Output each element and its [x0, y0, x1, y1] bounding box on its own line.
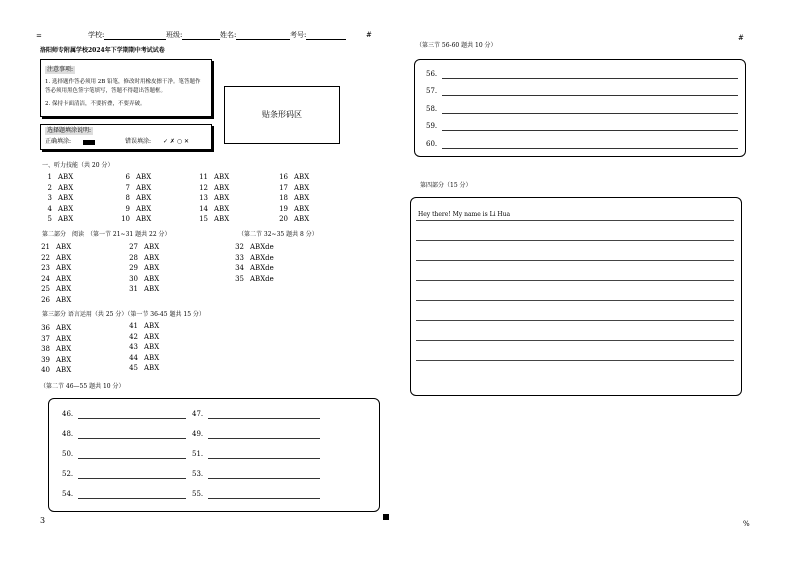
answer-options[interactable]: ABX — [214, 183, 230, 192]
exam-no-field[interactable] — [290, 31, 346, 40]
answer-item[interactable] — [40, 184, 73, 193]
answer-options[interactable]: ABX — [58, 194, 74, 203]
answer-item[interactable] — [38, 356, 71, 365]
fill-number: 53. — [192, 470, 204, 478]
answer-options[interactable]: ABX — [144, 274, 160, 283]
answer-item[interactable] — [126, 264, 159, 273]
notice-item-num: 2. — [45, 101, 51, 107]
answer-item[interactable] — [196, 205, 229, 214]
answer-options[interactable]: ABX — [58, 173, 74, 181]
question-number: 38 — [41, 345, 50, 354]
answer-options[interactable]: ABX — [136, 183, 152, 192]
answer-item[interactable] — [38, 285, 71, 294]
fill-number: 46. — [62, 410, 74, 418]
answer-line[interactable] — [78, 490, 186, 499]
writing-line[interactable] — [416, 240, 734, 241]
header-right-mark: # — [366, 31, 372, 39]
fill-answer-row[interactable] — [192, 450, 320, 459]
part3-section2-title: （第二节 46—55 题共 10 分） — [40, 383, 125, 390]
answer-options[interactable]: ABX — [294, 204, 310, 213]
answer-item[interactable] — [276, 184, 309, 193]
answer-item[interactable] — [126, 285, 159, 294]
class-label: 班级: — [166, 31, 183, 39]
barcode-area — [224, 86, 340, 144]
right-top-mark: # — [738, 34, 744, 42]
fill-answer-row[interactable] — [192, 410, 320, 419]
question-number: 10 — [121, 215, 130, 224]
writing-line[interactable] — [416, 360, 734, 361]
answer-item[interactable] — [232, 264, 274, 273]
center-marker-square — [383, 514, 389, 520]
fill-number: 55. — [192, 490, 204, 498]
question-number: 14 — [199, 204, 208, 213]
answer-item[interactable] — [38, 366, 71, 375]
answer-line[interactable] — [208, 450, 320, 459]
answer-options[interactable]: ABX — [136, 204, 152, 213]
fill-number: 59. — [426, 122, 438, 131]
answer-options[interactable]: ABX — [56, 334, 72, 343]
answer-item[interactable] — [40, 205, 73, 214]
question-number: 16 — [279, 173, 288, 181]
question-number: 9 — [125, 204, 130, 213]
answer-item[interactable] — [118, 184, 151, 193]
answer-options[interactable]: ABX — [294, 194, 310, 203]
question-number: 28 — [129, 253, 138, 262]
question-number: 3 — [47, 194, 52, 203]
school-field[interactable] — [88, 31, 166, 40]
notice-item-1 — [45, 78, 205, 96]
question-number: 41 — [129, 322, 138, 330]
answer-item[interactable] — [38, 243, 71, 252]
fill-number: 58. — [426, 104, 438, 113]
answer-item[interactable] — [232, 243, 274, 252]
correct-fill-mark — [83, 140, 95, 145]
answer-item[interactable] — [196, 184, 229, 193]
question-number: 21 — [41, 243, 50, 251]
answer-item[interactable] — [40, 194, 73, 203]
barcode-label: 贴条形码区 — [262, 110, 302, 119]
answer-item[interactable] — [126, 354, 159, 363]
wrong-fill-marks: ✓ ✗ ○ ✕ — [163, 138, 190, 145]
writing-line[interactable] — [416, 280, 734, 281]
footer-left-mark: 3 — [40, 516, 46, 525]
writing-box — [410, 197, 742, 396]
fill-number: 54. — [62, 490, 74, 498]
answer-options[interactable]: ABX — [144, 343, 160, 352]
question-number: 7 — [125, 183, 130, 192]
answer-item[interactable] — [38, 335, 71, 344]
answer-options[interactable]: ABX — [214, 194, 230, 203]
fill-number: 60. — [426, 139, 438, 148]
answer-item[interactable] — [38, 254, 71, 263]
question-number: 25 — [41, 285, 50, 294]
answer-options[interactable]: ABX — [56, 355, 72, 364]
fill-answer-row[interactable] — [62, 450, 186, 459]
answer-options[interactable]: ABX — [56, 366, 72, 375]
writing-line[interactable] — [416, 220, 734, 221]
question-number: 8 — [125, 194, 130, 203]
answer-line[interactable] — [442, 105, 738, 114]
notice-item-2 — [45, 100, 205, 108]
answer-options[interactable]: ABXde — [250, 253, 274, 262]
notice-item-text: 保持卡面清洁，不要折叠，不要弄破。 — [52, 101, 146, 107]
question-number: 11 — [199, 173, 208, 181]
fill-answer-row[interactable] — [62, 410, 186, 419]
question-number: 23 — [41, 264, 50, 273]
question-number: 19 — [279, 204, 288, 213]
question-number: 36 — [41, 324, 50, 332]
exam-no-label: 考号: — [290, 31, 307, 39]
question-number: 13 — [199, 194, 208, 203]
answer-line[interactable] — [208, 410, 320, 419]
answer-options[interactable]: ABX — [144, 264, 160, 273]
fill-answer-row[interactable] — [192, 470, 320, 479]
answer-options[interactable]: ABX — [144, 243, 160, 251]
fill-answer-row[interactable] — [192, 490, 320, 499]
answer-options[interactable]: ABX — [144, 253, 160, 262]
question-number: 20 — [279, 215, 288, 224]
part4-title: 第四部分（15 分） — [420, 182, 472, 189]
question-number: 42 — [129, 332, 138, 341]
answer-item[interactable] — [38, 324, 71, 333]
answer-options[interactable]: ABX — [136, 194, 152, 203]
question-number: 29 — [129, 264, 138, 273]
answer-options[interactable]: ABX — [56, 274, 72, 283]
fill-number: 57. — [426, 87, 438, 96]
answer-item[interactable] — [118, 173, 151, 182]
notice-item-text: 选择题作答必须用 2B 铅笔，修改时用橡皮擦干净。笔答题作答必须用黑色签字笔填写，答题不得超出答题框。 — [45, 79, 201, 94]
fill-example-title: 选择题填涂说明: — [47, 127, 92, 134]
answer-item[interactable] — [38, 296, 71, 305]
question-number: 4 — [47, 204, 52, 213]
answer-line[interactable] — [442, 140, 738, 149]
answer-options[interactable]: ABX — [58, 183, 74, 192]
left-corner-mark: = — [36, 32, 42, 40]
question-number: 45 — [129, 364, 138, 373]
answer-item[interactable] — [126, 343, 159, 352]
answer-item[interactable] — [40, 215, 73, 224]
question-number: 34 — [235, 264, 244, 273]
question-number: 37 — [41, 334, 50, 343]
notice-title: 注意事项: — [47, 66, 74, 73]
answer-options[interactable]: ABX — [214, 215, 230, 224]
question-number: 30 — [129, 274, 138, 283]
answer-options[interactable]: ABX — [136, 173, 152, 181]
answer-line[interactable] — [78, 470, 186, 479]
fill-number: 51. — [192, 450, 204, 458]
answer-options[interactable]: ABX — [214, 173, 230, 181]
fill-number: 56. — [426, 70, 438, 78]
answer-item[interactable] — [276, 205, 309, 214]
answer-options[interactable]: ABXde — [250, 243, 274, 251]
answer-item[interactable] — [276, 215, 309, 224]
question-number: 31 — [129, 285, 138, 294]
fill-number: 50. — [62, 450, 74, 458]
answer-line[interactable] — [78, 450, 186, 459]
answer-line[interactable] — [442, 87, 738, 96]
answer-item[interactable] — [126, 275, 159, 284]
answer-line[interactable] — [78, 410, 186, 419]
answer-item[interactable] — [38, 345, 71, 354]
answer-item[interactable] — [38, 275, 71, 284]
answer-item[interactable] — [118, 205, 151, 214]
answer-options[interactable]: ABX — [56, 264, 72, 273]
writing-line[interactable] — [416, 320, 734, 321]
answer-item[interactable] — [126, 333, 159, 342]
answer-item[interactable] — [276, 194, 309, 203]
question-number: 33 — [235, 253, 244, 262]
fill-answer-row[interactable] — [426, 140, 738, 149]
answer-item[interactable] — [196, 194, 229, 203]
question-number: 1 — [47, 173, 52, 181]
question-number: 5 — [47, 215, 52, 224]
answer-item[interactable] — [38, 264, 71, 273]
answer-item[interactable] — [276, 173, 309, 182]
answer-options[interactable]: ABX — [144, 332, 160, 341]
school-label: 学校: — [88, 31, 105, 39]
writing-line[interactable] — [416, 260, 734, 261]
part2-sub-title: （第二节 32~35 题共 8 分） — [238, 231, 318, 238]
answer-options[interactable]: ABX — [294, 173, 310, 181]
answer-item[interactable] — [118, 215, 151, 224]
answer-options[interactable]: ABXde — [250, 274, 274, 283]
answer-item[interactable] — [126, 254, 159, 263]
part1-title: 一、听力技能（共 20 分） — [42, 162, 114, 169]
fill-example-box — [40, 124, 212, 150]
answer-item[interactable] — [126, 322, 159, 331]
fill-answer-row[interactable] — [62, 430, 186, 439]
name-field[interactable] — [220, 31, 290, 40]
answer-item[interactable] — [126, 364, 159, 373]
answer-options[interactable]: ABX — [144, 322, 160, 330]
notice-item-num: 1. — [45, 79, 51, 85]
fill-answer-row[interactable] — [426, 122, 738, 131]
question-number: 12 — [199, 183, 208, 192]
answer-item[interactable] — [126, 243, 159, 252]
section3-title: （第三节 56-60 题共 10 分） — [416, 42, 497, 49]
question-number: 40 — [41, 366, 50, 375]
question-number: 43 — [129, 343, 138, 352]
answer-item[interactable] — [40, 173, 73, 182]
answer-options[interactable]: ABX — [56, 253, 72, 262]
answer-options[interactable]: ABX — [56, 345, 72, 354]
answer-options[interactable]: ABX — [214, 204, 230, 213]
wrong-fill-label: 错误填涂: — [125, 138, 152, 145]
answer-line[interactable] — [208, 490, 320, 499]
answer-options[interactable]: ABX — [58, 215, 74, 224]
exam-title: 洛阳师专附属学校2024年下学期期中考试试卷 — [40, 47, 165, 54]
answer-item[interactable] — [196, 215, 229, 224]
part2-title: 第二部分 阅读 （第一节 21~31 题共 22 分） — [42, 231, 171, 238]
part3-title: 第三部分 语言运用（共 25 分）（第一节 36-45 题共 15 分） — [42, 311, 205, 318]
answer-options[interactable]: ABX — [294, 183, 310, 192]
writing-line[interactable] — [416, 300, 734, 301]
footer-right-mark: % — [743, 520, 750, 528]
question-number: 2 — [47, 183, 52, 192]
fill-answer-row[interactable] — [62, 470, 186, 479]
class-field[interactable] — [166, 31, 220, 40]
fill-number: 49. — [192, 430, 204, 438]
question-number: 44 — [129, 353, 138, 362]
question-number: 24 — [41, 274, 50, 283]
fill-number: 48. — [62, 430, 74, 438]
answer-options[interactable]: ABX — [56, 285, 72, 294]
question-number: 6 — [125, 173, 130, 181]
question-number: 27 — [129, 243, 138, 251]
answer-options[interactable]: ABX — [144, 285, 160, 294]
question-number: 26 — [41, 296, 50, 304]
question-number: 22 — [41, 253, 50, 262]
fill-answer-row[interactable] — [426, 87, 738, 96]
fill-answer-row[interactable] — [426, 70, 738, 79]
answer-options[interactable]: ABX — [56, 243, 72, 251]
answer-item[interactable] — [232, 275, 274, 284]
answer-options[interactable]: ABX — [144, 364, 160, 373]
answer-item[interactable] — [232, 254, 274, 263]
fill-number: 47. — [192, 410, 204, 418]
question-number: 39 — [41, 355, 50, 364]
question-number: 17 — [279, 183, 288, 192]
answer-line[interactable] — [78, 430, 186, 439]
question-number: 32 — [235, 243, 244, 251]
notice-box — [40, 59, 212, 117]
answer-options[interactable]: ABX — [294, 215, 310, 224]
question-number: 15 — [199, 215, 208, 224]
answer-item[interactable] — [118, 194, 151, 203]
fill-number: 52. — [62, 470, 74, 478]
name-label: 姓名: — [220, 31, 237, 39]
fill-answer-row[interactable] — [62, 490, 186, 499]
question-number: 35 — [235, 274, 244, 283]
correct-fill-label: 正确填涂: — [45, 138, 72, 145]
answer-item[interactable] — [196, 173, 229, 182]
answer-options[interactable]: ABX — [58, 204, 74, 213]
fill-answer-row[interactable] — [426, 105, 738, 114]
writing-line[interactable] — [416, 340, 734, 341]
answer-line[interactable] — [442, 70, 738, 79]
answer-options[interactable]: ABX — [56, 324, 72, 332]
answer-line[interactable] — [442, 122, 738, 131]
writing-first-line[interactable]: Hey there! My name is Li Hua — [418, 211, 511, 218]
question-number: 18 — [279, 194, 288, 203]
answer-options[interactable]: ABXde — [250, 264, 274, 273]
answer-options[interactable]: ABX — [56, 296, 72, 304]
answer-line[interactable] — [208, 470, 320, 479]
answer-line[interactable] — [208, 430, 320, 439]
answer-options[interactable]: ABX — [144, 353, 160, 362]
answer-options[interactable]: ABX — [136, 215, 152, 224]
fill-answer-row[interactable] — [192, 430, 320, 439]
